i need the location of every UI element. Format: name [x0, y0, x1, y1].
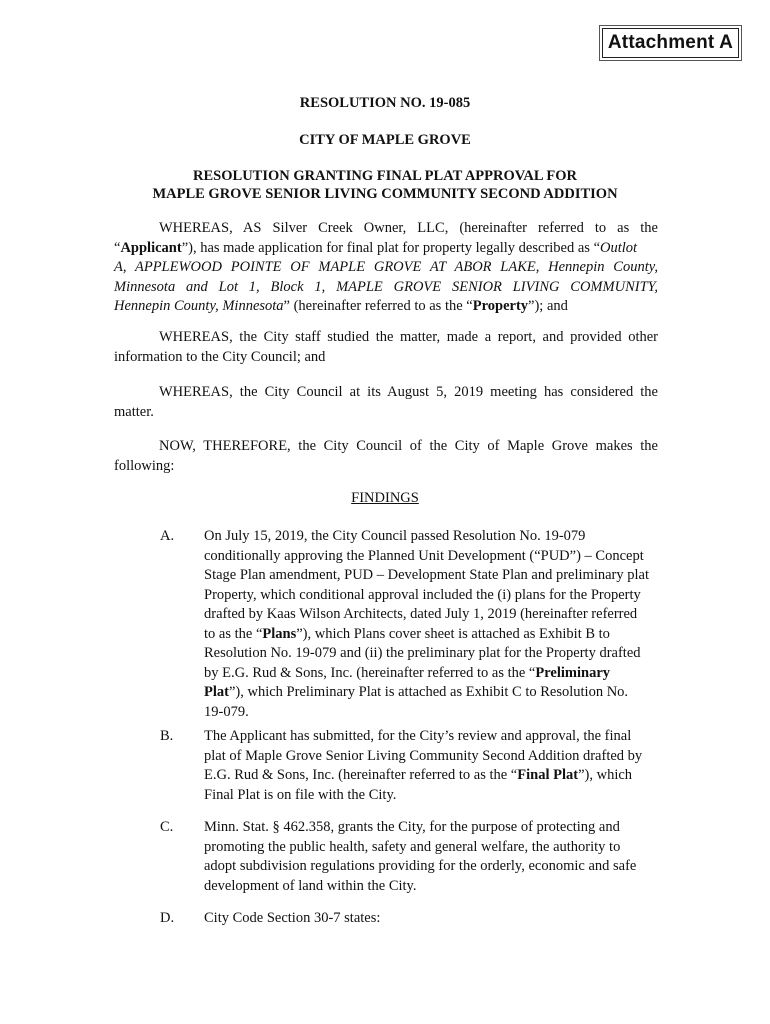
text-line	[204, 664, 656, 684]
text-line: City Code Section 30-7 states:	[204, 910, 381, 926]
bold-term: Applicant	[120, 239, 182, 256]
text-run: ”), which Plans cover sheet is attached as Exhibit B to	[296, 625, 610, 642]
text-line: WHEREAS, the City Council at its August 5, 2019 meeting has considered the	[159, 384, 658, 400]
text-line: WHEREAS, AS Silver Creek Owner, LLC, (hereinafter referred to as the	[159, 220, 658, 236]
whereas-council-paragraph	[114, 383, 658, 422]
bold-term: Plans	[262, 625, 297, 642]
text-line	[204, 683, 656, 703]
text-line: adopt subdivision regulations providing for the orderly, economic and safe	[204, 858, 637, 874]
text-run: ”), has made application for final plat for property legally described as “	[181, 239, 601, 256]
finding-d-letter: D.	[160, 910, 175, 926]
text-run: E.G. Rud & Sons, Inc. (hereinafter referred to as the “	[204, 767, 518, 783]
finding-c-text	[204, 818, 656, 896]
whereas-staff-paragraph	[114, 328, 658, 367]
resolution-number: RESOLUTION NO. 19-085	[299, 95, 471, 111]
finding-a-text	[204, 527, 656, 722]
text-run: ” (hereinafter referred to as the “	[283, 298, 473, 314]
bold-term: Preliminary	[535, 664, 611, 681]
bold-term: Property	[472, 298, 529, 314]
text-line	[114, 297, 658, 317]
city-name: CITY OF MAPLE GROVE	[299, 132, 471, 148]
text-line: plat of Maple Grove Senior Living Community Second Addition drafted by	[204, 747, 643, 764]
finding-a-letter: A.	[160, 528, 175, 544]
text-run: “	[114, 239, 121, 256]
text-line: Stage Plan amendment, PUD – Development State Plan and preliminary plat	[204, 567, 649, 583]
whereas-applicant-paragraph	[114, 219, 658, 317]
text-line: following:	[114, 457, 175, 474]
bold-term: Final Plat	[517, 767, 579, 783]
finding-d-text	[204, 909, 656, 929]
text-line	[204, 625, 656, 645]
text-line	[204, 766, 656, 786]
attachment-label: Attachment A	[602, 28, 739, 58]
finding-b-text	[204, 727, 656, 805]
text-line: development of land within the City.	[204, 877, 417, 894]
text-line: WHEREAS, the City staff studied the matter, made a report, and provided other	[159, 329, 658, 345]
resolution-title-line2: MAPLE GROVE SENIOR LIVING COMMUNITY SECOND ADDITION	[152, 186, 618, 202]
resolution-title-line1: RESOLUTION GRANTING FINAL PLAT APPROVAL FOR	[193, 168, 577, 184]
text-line: conditionally approving the Planned Unit Development (“PUD”) – Concept	[204, 547, 644, 564]
legal-description-line: A, APPLEWOOD POINTE OF MAPLE GROVE AT ABOR LAKE, Hennepin County,	[114, 259, 658, 275]
text-line: Final Plat is on file with the City.	[204, 786, 397, 803]
legal-description-line: Minnesota and Lot 1, Block 1, MAPLE GROVE SENIOR LIVING COMMUNITY,	[114, 278, 658, 295]
bold-term: Plat	[204, 684, 229, 700]
text-line: Resolution No. 19-079 and (ii) the preliminary plat for the Property drafted	[204, 645, 641, 661]
finding-b-letter: B.	[160, 728, 174, 744]
text-line: On July 15, 2019, the City Council passed Resolution No. 19-079	[204, 528, 586, 544]
text-run: by E.G. Rud & Sons, Inc. (hereinafter referred to as the “	[204, 664, 536, 681]
text-line: information to the City Council; and	[114, 348, 326, 365]
findings-heading: FINDINGS	[351, 490, 419, 506]
finding-c-letter: C.	[160, 819, 174, 835]
now-therefore-paragraph	[114, 437, 658, 476]
text-line: promoting the public health, safety and general welfare, the authority to	[204, 838, 621, 855]
text-line	[114, 239, 658, 259]
text-run	[114, 239, 637, 259]
text-line: 19-079.	[204, 703, 249, 720]
text-run: to as the “	[204, 625, 263, 642]
text-line: NOW, THEREFORE, the City Council of the City of Maple Grove makes the	[159, 438, 658, 454]
text-line: The Applicant has submitted, for the City’s review and approval, the final	[204, 728, 632, 744]
text-line: matter.	[114, 403, 154, 420]
text-run: ”); and	[528, 298, 568, 314]
text-line: Property, which conditional approval included the (i) plans for the Property	[204, 586, 641, 603]
italic-text: Outlot	[600, 239, 638, 256]
text-run: ”), which Preliminary Plat is attached as Exhibit C to Resolution No.	[228, 684, 629, 700]
text-run: ”), which	[578, 767, 633, 783]
text-line: Minn. Stat. § 462.358, grants the City, for the purpose of protecting and	[204, 819, 620, 835]
italic-text: Hennepin County, Minnesota	[114, 298, 284, 314]
text-line: drafted by Kaas Wilson Architects, dated July 1, 2019 (hereinafter referred	[204, 606, 638, 622]
